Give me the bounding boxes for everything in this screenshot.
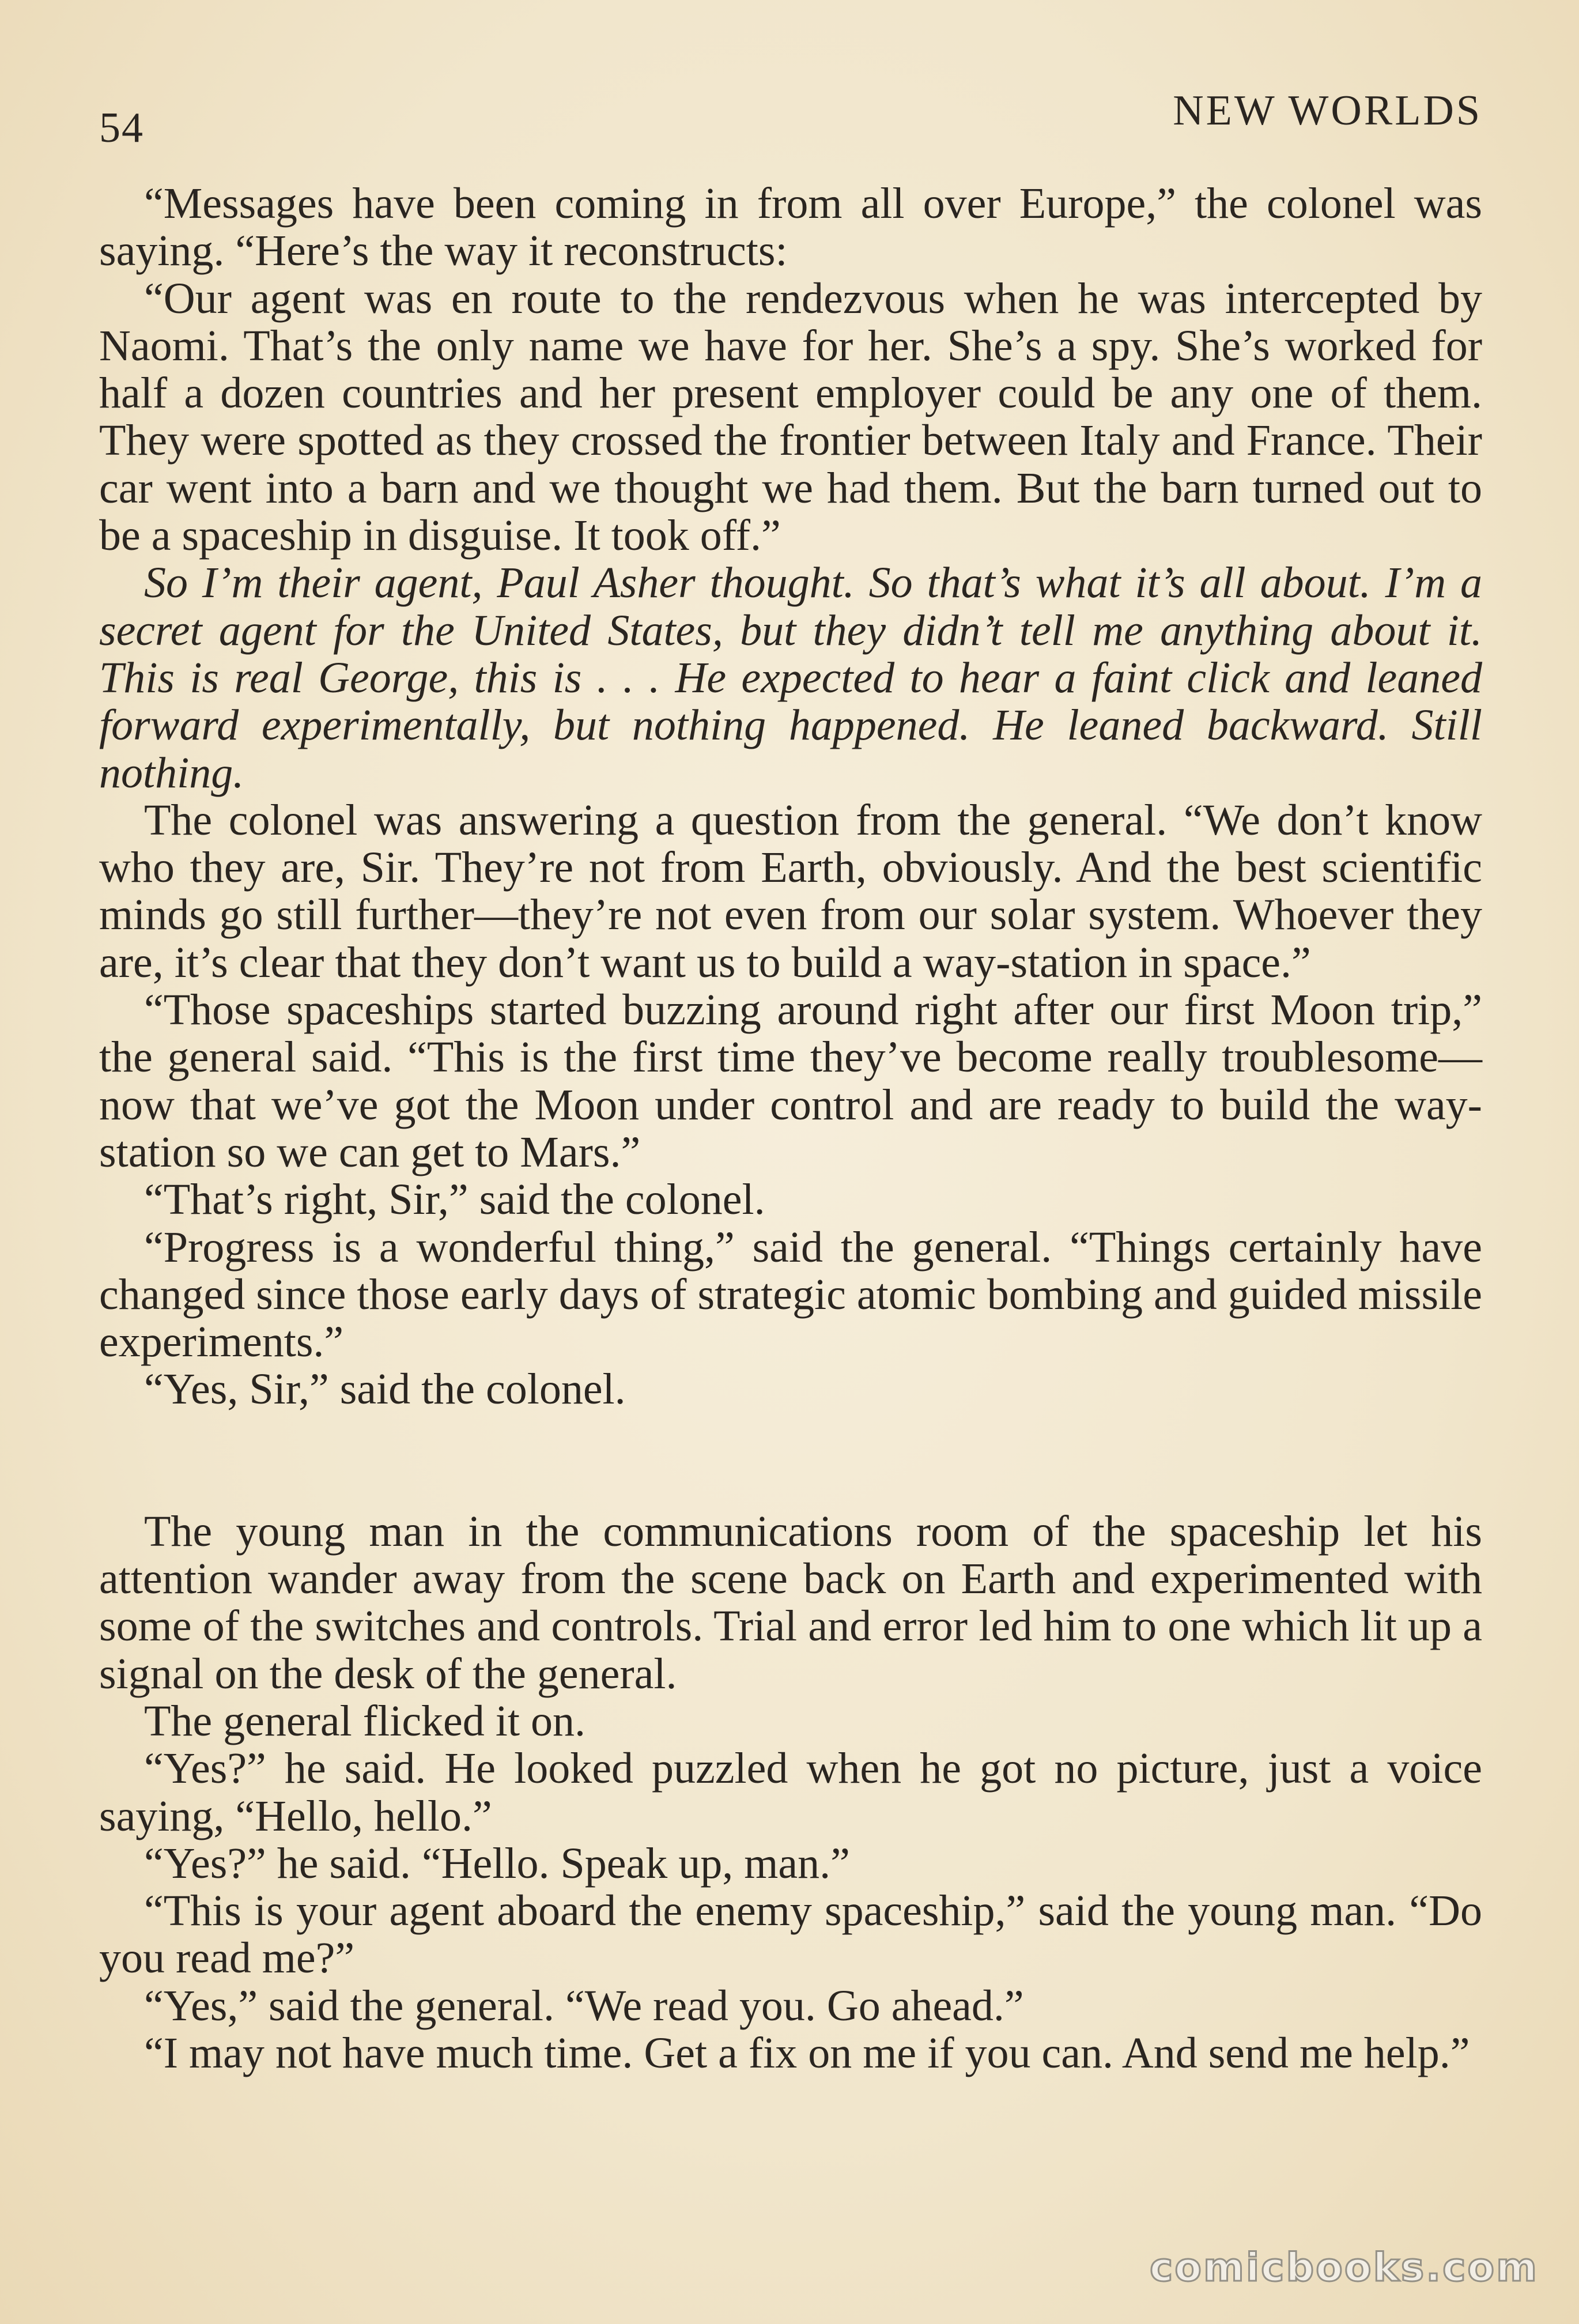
paragraph: The young man in the communications room of the spaceship let his attention wander away from the scene back on Earth and experimented with some of the switches and controls. Trial and error led him to one which lit up a signal on the desk of the general. [99, 1507, 1482, 1698]
paragraph: “Yes?” he said. “Hello. Speak up, man.” [144, 1839, 850, 1888]
paragraph: The colonel was answering a question from the general. “We don’t know who they are, Sir. They’re not from Earth, obviously. And the best scientific minds go still further—they’re not even from our solar system. Whoever they are, it’s clear that they don’t want us to build a way-station in space.” [99, 795, 1482, 987]
paragraph: “Our agent was en route to the rendezvous when he was intercepted by Naomi. That’s the only name we have for her. She’s a spy. She’s worked for half a dozen countries and her present employer could be any one of them. They were spotted as they crossed the frontier between Italy and France. Their car went into a barn and we thought we had them. But the barn turned out to be a spaceship in disguise. It took off.” [99, 274, 1482, 560]
paragraph: “Messages have been coming in from all over Europe,” the colonel was saying. “Here’s the way it reconstructs: [99, 179, 1482, 276]
paragraph: “Yes?” he said. He looked puzzled when he got no picture, just a voice saying, “Hello, hello.” [99, 1744, 1482, 1840]
paragraph: “This is your agent aboard the enemy spaceship,” said the young man. “Do you read me?” [99, 1887, 1482, 1983]
section-break [99, 1413, 1482, 1508]
page-number: 54 [99, 104, 144, 152]
paragraph: “Those spaceships started buzzing around right after our first Moon trip,” the general said. “This is the first time they’ve become really troublesome—now that we’ve got the Moon under control and are ready to build the way-station so we can get to Mars.” [99, 986, 1482, 1176]
running-head: NEW WORLDS [1173, 87, 1482, 134]
watermark: comicbooks.com [1149, 2245, 1539, 2291]
paragraph-italic: So I’m their agent, Paul Asher thought. So that’s what it’s all about. I’m a secret agent for the United States, but they didn’t tell me anything about it. This is real George, this is . . . He expected to hear a faint click and leaned forward experimentally, but nothing happened. He leaned backward. Still nothing. [99, 559, 1482, 797]
paragraph: “Yes,” said the general. “We read you. Go ahead.” [144, 1981, 1024, 2030]
page-header [99, 86, 1482, 150]
paragraph: “I may not have much time. Get a fix on me if you can. And send me help.” [144, 2028, 1470, 2077]
paragraph: “Progress is a wonderful thing,” said the general. “Things certainly have changed since those early days of strategic atomic bombing and guided missile experiments.” [99, 1223, 1482, 1367]
paragraph: The general flicked it on. [144, 1696, 586, 1745]
body-text [99, 180, 1482, 2077]
paragraph: “Yes, Sir,” said the colonel. [144, 1365, 626, 1414]
paragraph: “That’s right, Sir,” said the colonel. [144, 1175, 765, 1224]
